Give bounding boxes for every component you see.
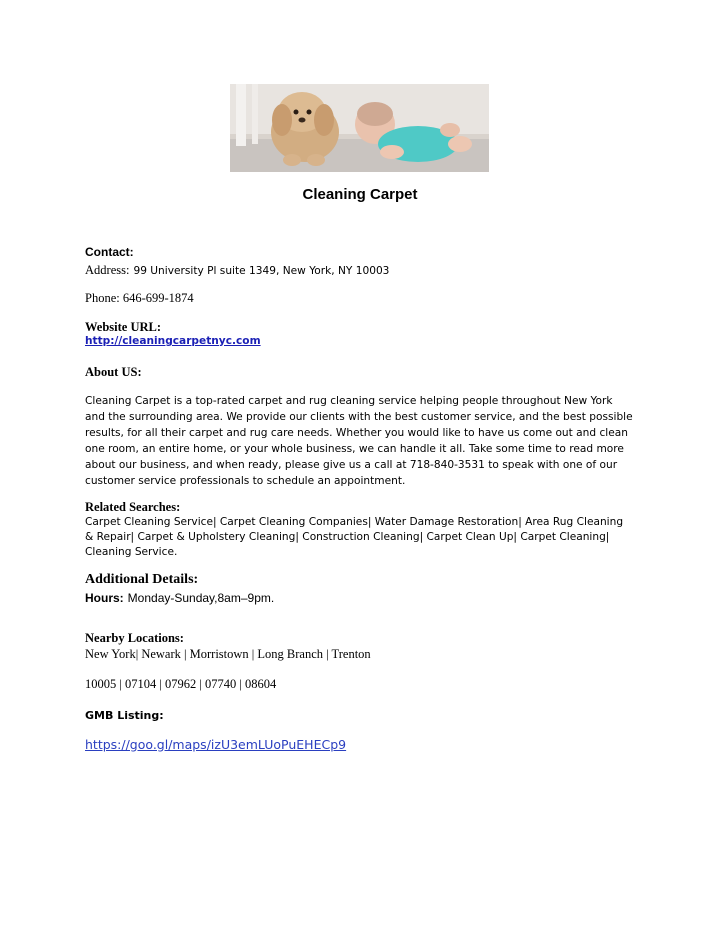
related-searches: Carpet Cleaning Service| Carpet Cleaning Companies| Water Damage Restoration| Area Rug Cleaning & Repair| Carpet & Upholstery Cleaning| Construction Cleaning| Carpet Clean Up| Carpet Cleaning| Cleaning Service. (85, 516, 624, 558)
about-heading: About US: (85, 365, 142, 379)
gmb-heading: GMB Listing: (85, 709, 164, 722)
hours-label: Hours: (85, 591, 124, 605)
related-heading: Related Searches: (85, 500, 181, 514)
hero-photo (230, 84, 489, 172)
address-value: 99 University Pl suite 1349, New York, NY 10003 (133, 265, 390, 277)
nearby-zips: 10005 | 07104 | 07962 | 07740 | 08604 (85, 677, 277, 691)
hours-line (85, 589, 274, 607)
nearby-locations: New York| Newark | Morristown | Long Branch | Trenton (85, 647, 371, 661)
website-link[interactable]: http://cleaningcarpetnyc.com (85, 335, 261, 347)
about-paragraph: Cleaning Carpet is a top-rated carpet and rug cleaning service helping people throughout New York and the surrounding area. We provide our clients with the best customer service, and the best possible results, for all their carpet and rug care needs. Whether you would like to have us come out and clean one room, an entire home, or your whole business, we can handle it all. Take some time to read more about our business, and when ready, please give us a call at 718-840-3531 to speak with one of our customer service professionals to schedule an appointment. (85, 395, 633, 487)
gmb-link[interactable]: https://goo.gl/maps/izU3emLUoPuEHECp9 (85, 737, 347, 752)
phone-line: Phone: 646-699-1874 (85, 291, 194, 305)
website-label: Website URL: (85, 320, 162, 334)
page-title: Cleaning Carpet (302, 186, 418, 203)
additional-heading: Additional Details: (85, 572, 199, 587)
address-line (85, 261, 389, 279)
address-label: Address: (85, 263, 130, 277)
nearby-heading: Nearby Locations: (85, 631, 184, 645)
hours-value: Monday-Sunday,8am–9pm. (127, 591, 275, 605)
contact-heading: Contact: (85, 245, 134, 259)
